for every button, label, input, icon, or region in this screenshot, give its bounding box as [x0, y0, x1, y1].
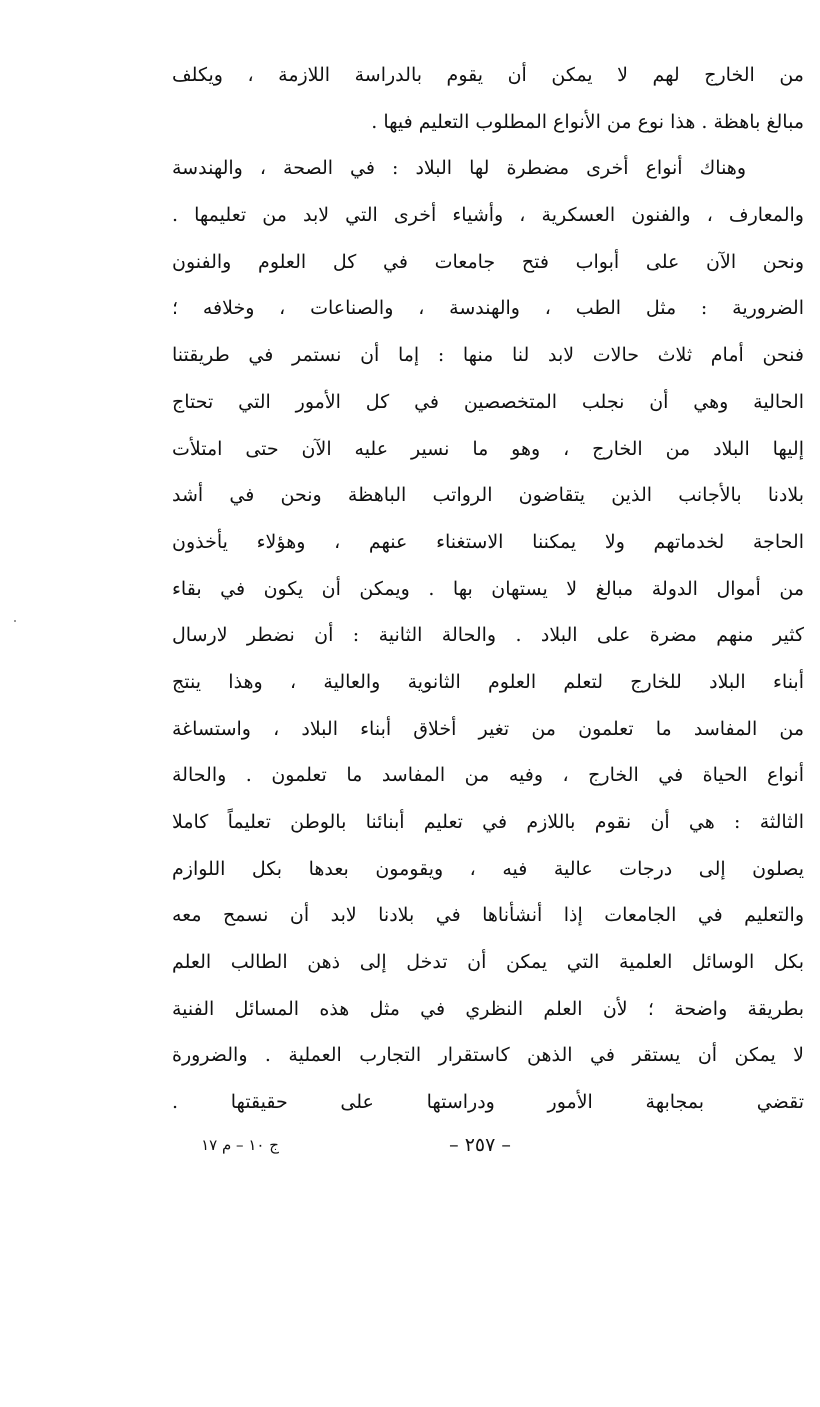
text-line: والتعليم في الجامعات إذا أنشأناها في بلادنا لابد أن نسمح معه [172, 904, 804, 927]
text-line: الحاجة لخدماتهم ولا يمكننا الاستغناء عنهم ، وهؤلاء يأخذون [172, 530, 804, 553]
text-line: إليها البلاد من الخارج ، وهو ما نسير عليه الآن حتى امتلأت [172, 437, 804, 460]
text-line: من أموال الدولة مبالغ لا يستهان بها . ويمكن أن يكون في بقاء [172, 577, 804, 600]
printer-signature: ج ١٠ – م ١٧ [201, 1136, 279, 1154]
text-line: يصلون إلى درجات عالية فيه ، ويقومون بعدها بكل اللوازم [172, 857, 804, 880]
text-line: من المفاسد ما تعلمون من تغير أخلاق أبناء البلاد ، واستساغة [172, 717, 804, 740]
text-line: بكل الوسائل العلمية التي يمكن أن تدخل إلى ذهن الطالب العلم [172, 951, 804, 974]
text-line: مبالغ باهظة . هذا نوع من الأنواع المطلوب التعليم فيها . [371, 110, 804, 133]
text-line: الحالية وهي أن نجلب المتخصصين في كل الأمور التي تحتاج [172, 390, 804, 413]
text-line: لا يمكن أن يستقر في الذهن كاستقرار التجارب العملية . والضرورة [172, 1044, 804, 1067]
text-line: كثير منهم مضرة على البلاد . والحالة الثانية : أن نضطر لارسال [172, 624, 804, 647]
text-line: الثالثة : هي أن نقوم باللازم في تعليم أبنائنا بالوطن تعليماً كاملا [172, 811, 804, 833]
margin-speck [14, 620, 16, 622]
text-line: من الخارج لهم لا يمكن أن يقوم بالدراسة اللازمة ، ويكلف [172, 64, 804, 86]
text-line: ونحن الآن على أبواب فتح جامعات في كل العلوم والفنون [172, 250, 804, 273]
text-line: وهناك أنواع أخرى مضطرة لها البلاد : في الصحة ، والهندسة [172, 157, 746, 180]
text-line: بطريقة واضحة ؛ لأن العلم النظري في مثل هذه المسائل الفنية [172, 997, 804, 1020]
text-line: والمعارف ، والفنون العسكرية ، وأشياء أخرى التي لابد من تعليمها . [172, 204, 804, 227]
text-line: تقضي بمجابهة الأمور ودراستها على حقيقتها . [172, 1091, 804, 1114]
text-line: الضرورية : مثل الطب ، والهندسة ، والصناعات ، وخلافه ؛ [172, 297, 804, 320]
text-line: أبناء البلاد للخارج لتعلم العلوم الثانوية والعالية ، وهذا ينتج [172, 670, 804, 693]
page-footer [0, 1125, 820, 1165]
text-line: فنحن أمام ثلاث حالات لابد لنا منها : إما أن نستمر في طريقتنا [172, 344, 804, 367]
body-text [172, 52, 804, 1173]
page-number: – ٢٥٧ – [449, 1134, 511, 1156]
text-line: بلادنا بالأجانب الذين يتقاضون الرواتب الباهظة ونحن في أشد [172, 484, 804, 507]
text-line: أنواع الحياة في الخارج ، وفيه من المفاسد ما تعلمون . والحالة [172, 764, 804, 787]
